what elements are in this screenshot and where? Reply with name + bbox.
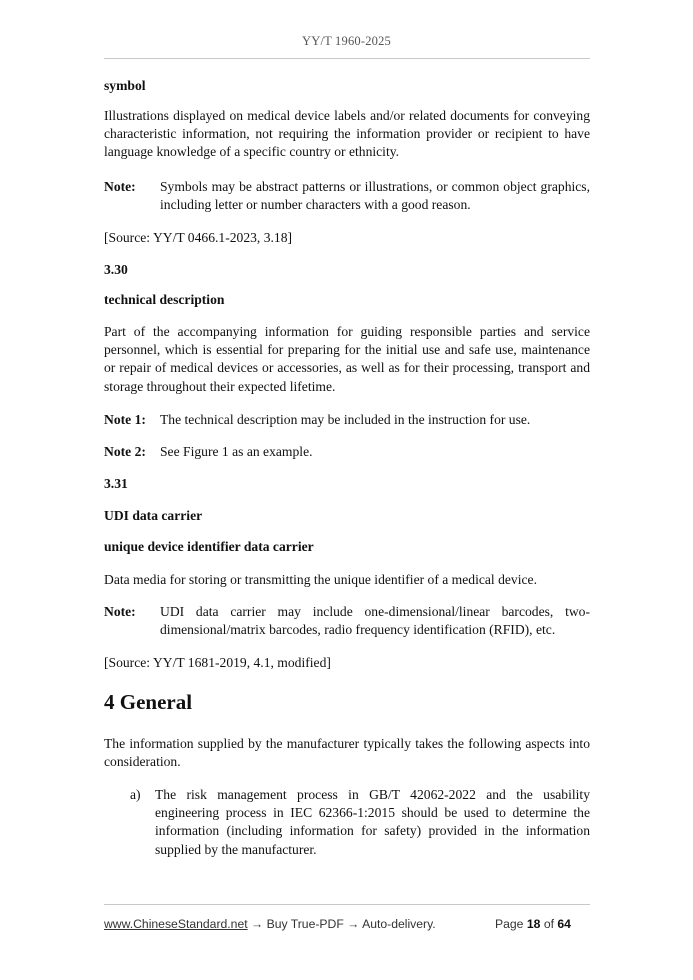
page-indicator <box>495 917 571 931</box>
of-word: of <box>543 917 554 931</box>
clause-number-3-30: 3.30 <box>104 262 128 277</box>
section-4-intro: The information supplied by the manufacturer typically takes the following aspects into consideration. <box>104 736 590 770</box>
footer-promo <box>104 917 436 931</box>
section-heading-4-general: 4 General <box>104 690 193 714</box>
footer-site-link[interactable]: www.ChineseStandard.net <box>104 917 248 931</box>
page-current: 18 <box>526 917 541 931</box>
list-item-a-text: The risk management process in GB/T 42062-2022 and the usability engineering process in IEC 62366-1:2015 should be used to determine the information (including information for safety) provided in the information supplied by the manufacturer. <box>155 787 590 857</box>
note-2-text: See Figure 1 as an example. <box>160 444 313 459</box>
term-technical-description: technical description <box>104 292 225 307</box>
definition-technical-description: Part of the accompanying information for guiding responsible parties and service personnel, which is essential for preparing for the initial use and safe use, maintenance or repair of medical devices or accessories, as well as for their processing, transport and storage throughout their expected lifetime. <box>104 324 590 394</box>
list-item-marker: a) <box>130 787 141 802</box>
term-unique-device-identifier-data-carrier: unique device identifier data carrier <box>104 539 314 554</box>
note-label: Note: <box>104 179 136 194</box>
running-header: YY/T 1960-2025 <box>301 34 392 48</box>
note-2-label: Note 2: <box>104 444 146 459</box>
note-text: UDI data carrier may include one-dimensional/linear barcodes, two-dimensional/matrix barcodes, radio frequency identification (RFID), etc. <box>160 604 590 638</box>
definition-symbol: Illustrations displayed on medical device labels and/or related documents for conveying characteristic information, not requiring the information provider or recipient to have language knowledge of a specific country or ethnicity. <box>104 108 590 160</box>
footer-promo-text: → Buy True-PDF → Auto-delivery. <box>247 917 436 931</box>
term-udi-data-carrier: UDI data carrier <box>104 508 203 523</box>
page-word: Page <box>495 917 524 931</box>
definition-udi-data-carrier: Data media for storing or transmitting the unique identifier of a medical device. <box>104 572 537 587</box>
note-1-text: The technical description may be included in the instruction for use. <box>160 412 531 427</box>
clause-number-3-31: 3.31 <box>104 476 128 491</box>
term-symbol: symbol <box>104 78 146 93</box>
note-text: Symbols may be abstract patterns or illustrations, or common object graphics, including letter or number characters with a good reason. <box>160 179 590 213</box>
note-label: Note: <box>104 604 136 619</box>
page-total: 64 <box>557 917 571 931</box>
header-divider <box>104 58 590 59</box>
source-citation: [Source: YY/T 1681-2019, 4.1, modified] <box>104 655 331 670</box>
note-1-label: Note 1: <box>104 412 146 427</box>
source-citation: [Source: YY/T 0466.1-2023, 3.18] <box>104 230 293 245</box>
footer-divider <box>104 904 590 905</box>
